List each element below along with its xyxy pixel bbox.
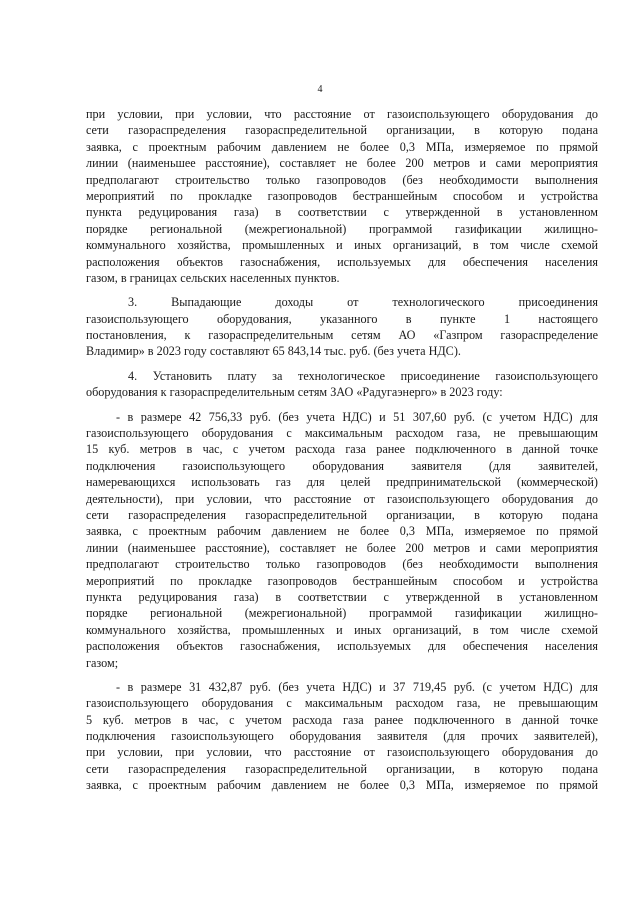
- text-line: газоиспользующего оборудования с максимальным расходом газа, не превышающим: [86, 696, 598, 711]
- text-line: - в размере 31 432,87 руб. (без учета НДС) и 37 719,45 руб. (с учетом НДС) для: [116, 679, 598, 694]
- text-line: мероприятий по прокладке газопроводов бестраншейным способом и устройства: [86, 573, 598, 588]
- text-line: газоиспользующего оборудования, указанного в пункте 1 настоящего: [86, 311, 598, 326]
- text-line: мероприятий по прокладке газопроводов бестраншейным способом и устройства: [86, 188, 598, 203]
- text-line: коммунального хозяйства, промышленных и иных организаций, в том числе схемой: [86, 238, 598, 253]
- document-body: [86, 106, 598, 794]
- text-line: пункта редуцирования газа) в соответствии с утвержденной в установленном: [86, 205, 598, 220]
- text-line: - в размере 42 756,33 руб. (без учета НДС) и 51 307,60 руб. (с учетом НДС) для: [116, 409, 598, 424]
- text-line: Владимир» в 2023 году составляют 65 843,14 тыс. руб. (без учета НДС).: [86, 344, 461, 359]
- text-line: намеревающихся использовать газ для целей предпринимательской (коммерческой): [86, 475, 598, 490]
- text-line: заявка, с проектным рабочим давлением не более 0,3 МПа, измеряемое по прямой: [86, 778, 598, 793]
- text-line: расположения объектов газоснабжения, используемых для обеспечения населения: [86, 639, 598, 654]
- text-line: 3. Выпадающие доходы от технологического присоединения: [128, 295, 598, 310]
- text-line: сети газораспределения газораспределительной организации, в которую подана: [86, 507, 598, 522]
- text-line: предполагают строительство только газопроводов (без необходимости выполнения: [86, 172, 598, 187]
- text-line: пункта редуцирования газа) в соответствии с утвержденной в установленном: [86, 589, 598, 604]
- text-line: постановления, к газораспределительным сетям АО «Газпром газораспределение: [86, 328, 598, 343]
- text-line: порядке региональной (межрегиональной) программой газификации жилищно-: [86, 606, 598, 621]
- text-line: газом, в границах сельских населенных пунктов.: [86, 270, 340, 285]
- text-line: оборудования к газораспределительным сетям ЗАО «Радугаэнерго» в 2023 году:: [86, 385, 503, 400]
- text-line: предполагают строительство только газопроводов (без необходимости выполнения: [86, 557, 598, 572]
- text-line: заявка, с проектным рабочим давлением не более 0,3 МПа, измеряемое по прямой: [86, 139, 598, 154]
- text-line: линии (наименьшее расстояние), составляет не более 200 метров и сами мероприятия: [86, 156, 598, 171]
- text-line: сети газораспределения газораспределительной организации, в которую подана: [86, 761, 598, 776]
- text-line: коммунального хозяйства, промышленных и иных организаций, в том числе схемой: [86, 622, 598, 637]
- text-line: 5 куб. метров в час, с учетом расхода газа ранее подключенного в данной точке: [86, 712, 598, 727]
- text-line: заявка, с проектным рабочим давлением не более 0,3 МПа, измеряемое по прямой: [86, 524, 598, 539]
- text-line: при условии, при условии, что расстояние от газоиспользующего оборудования до: [86, 745, 598, 760]
- text-line: линии (наименьшее расстояние), составляет не более 200 метров и сами мероприятия: [86, 540, 598, 555]
- text-line: порядке региональной (межрегиональной) программой газификации жилищно-: [86, 221, 598, 236]
- text-line: расположения объектов газоснабжения, используемых для обеспечения населения: [86, 254, 598, 269]
- text-line: газоиспользующего оборудования с максимальным расходом газа, не превышающим: [86, 426, 598, 441]
- text-line: подключения газоиспользующего оборудования заявителя (для прочих заявителей),: [86, 729, 598, 744]
- text-line: газом;: [86, 655, 119, 670]
- text-line: 4. Установить плату за технологическое присоединение газоиспользующего: [128, 368, 598, 383]
- text-line: при условии, при условии, что расстояние от газоиспользующего оборудования до: [86, 107, 598, 121]
- text-line: сети газораспределения газораспределительной организации, в которую подана: [86, 123, 598, 138]
- text-line: деятельности), при условии, что расстояние от газоиспользующего оборудования до: [86, 491, 598, 506]
- text-line: подключения газоиспользующего оборудования заявителя (для заявителей,: [86, 458, 598, 473]
- page-number: 4: [317, 84, 323, 95]
- text-line: 15 куб. метров в час, с учетом расхода газа ранее подключенного в данной точке: [86, 442, 598, 457]
